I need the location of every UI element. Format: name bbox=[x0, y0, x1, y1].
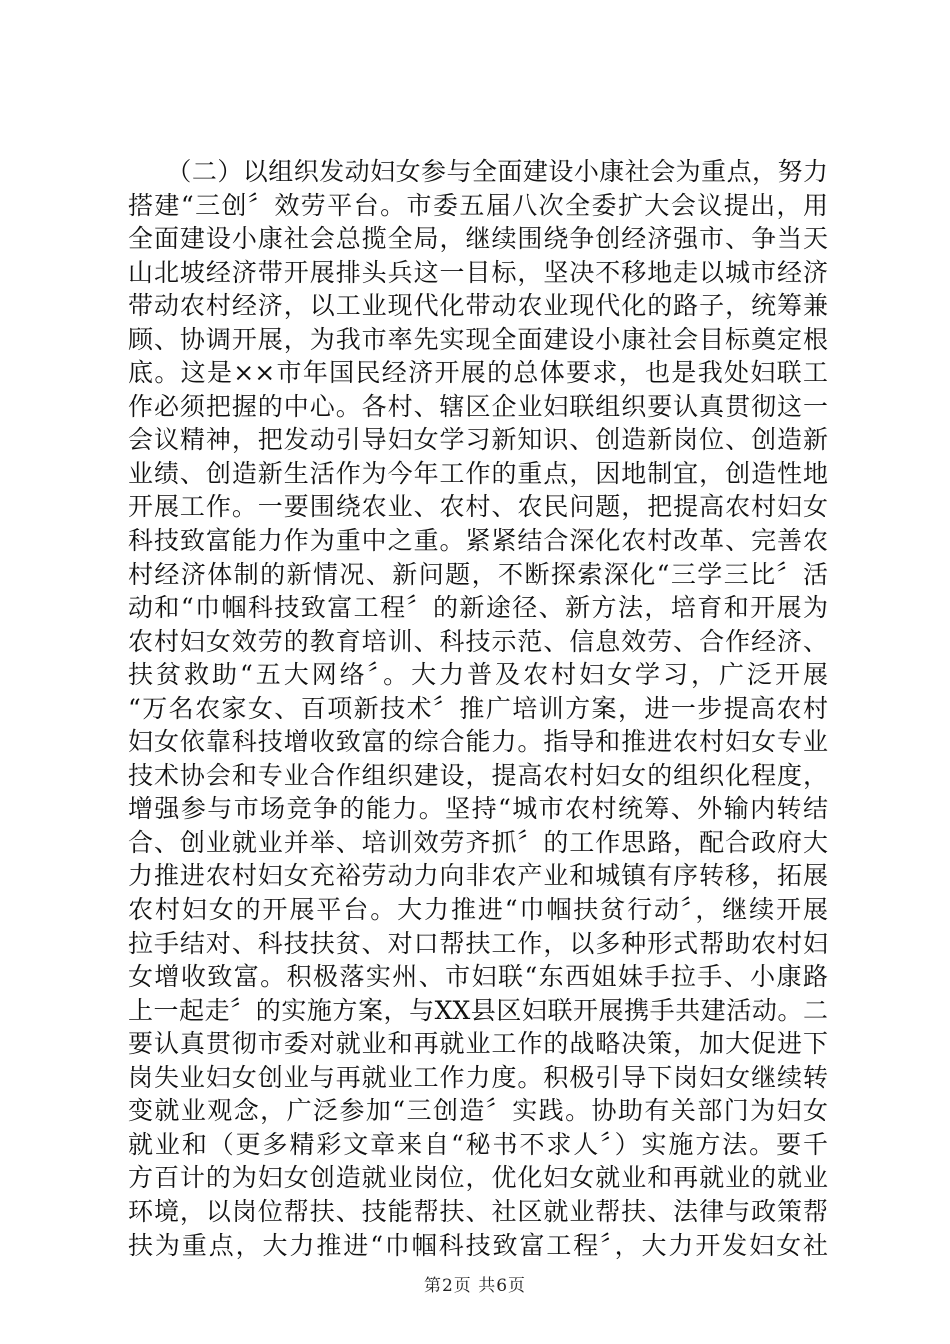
text-line: 会议精神，把发动引导妇女学习新知识、创造新岗位、创造新 bbox=[128, 425, 828, 455]
text-line: 力推进农村妇女充裕劳动力向非农产业和城镇有序转移，拓展 bbox=[128, 861, 828, 891]
text-line: 增强参与市场竞争的能力。坚持“城市农村统筹、外输内转结 bbox=[128, 794, 828, 824]
text-line: 山北坡经济带开展排头兵这一目标，坚决不移地走以城市经济 bbox=[128, 257, 828, 287]
text-line: 技术协会和专业合作组织建设，提高农村妇女的组织化程度， bbox=[128, 760, 828, 790]
text-line: 要认真贯彻市委对就业和再就业工作的战略决策，加大促进下 bbox=[128, 1029, 828, 1059]
text-line: 开展工作。一要围绕农业、农村、农民问题，把提高农村妇女 bbox=[128, 492, 828, 522]
text-line: 带动农村经济，以工业现代化带动农业现代化的路子，统筹兼 bbox=[128, 291, 828, 321]
text-line: “万名农家女、百项新技术〞推广培训方案，进一步提高农村 bbox=[128, 693, 828, 723]
text-line: 妇女依靠科技增收致富的综合能力。指导和推进农村妇女专业 bbox=[128, 727, 828, 757]
text-line: 岗失业妇女创业与再就业工作力度。积极引导下岗妇女继续转 bbox=[128, 1062, 828, 1092]
text-line: 合、创业就业并举、培训效劳齐抓〞的工作思路，配合政府大 bbox=[128, 827, 828, 857]
text-line: 就业和（更多精彩文章来自“秘书不求人〞）实施方法。要千 bbox=[128, 1129, 828, 1159]
text-line: 搭建“三创〞效劳平台。市委五届八次全委扩大会议提出，用 bbox=[128, 190, 828, 220]
text-line: 业绩、创造新生活作为今年工作的重点，因地制宜，创造性地 bbox=[128, 458, 828, 488]
text-line: 变就业观念，广泛参加“三创造〞实践。协助有关部门为妇女 bbox=[128, 1096, 828, 1126]
text-line: 女增收致富。积极落实州、市妇联“东西姐妹手拉手、小康路 bbox=[128, 962, 828, 992]
text-line: 全面建设小康社会总揽全局，继续围绕争创经济强市、争当天 bbox=[128, 224, 828, 254]
text-line: 上一起走〞的实施方案，与XX县区妇联开展携手共建活动。二 bbox=[128, 995, 828, 1025]
text-line: 科技致富能力作为重中之重。紧紧结合深化农村改革、完善农 bbox=[128, 526, 828, 556]
text-line: 农村妇女效劳的教育培训、科技示范、信息效劳、合作经济、 bbox=[128, 626, 828, 656]
text-line: 动和“巾帼科技致富工程〞的新途径、新方法，培育和开展为 bbox=[128, 593, 828, 623]
text-line: 顾、协调开展，为我市率先实现全面建设小康社会目标奠定根 bbox=[128, 324, 828, 354]
text-line: 拉手结对、科技扶贫、对口帮扶工作，以多种形式帮助农村妇 bbox=[128, 928, 828, 958]
body-paragraph bbox=[128, 155, 828, 1262]
text-line: 农村妇女的开展平台。大力推进“巾帼扶贫行动〞，继续开展 bbox=[128, 895, 828, 925]
text-line: （二）以组织发动妇女参与全面建设小康社会为重点，努力 bbox=[128, 157, 828, 186]
page-number: 第2页 共6页 bbox=[423, 1276, 527, 1296]
text-line: 作必须把握的中心。各村、辖区企业妇联组织要认真贯彻这一 bbox=[128, 391, 828, 421]
text-line: 扶贫救助“五大网络〞。大力普及农村妇女学习，广泛开展 bbox=[128, 660, 828, 690]
text-line: 方百计的为妇女创造就业岗位，优化妇女就业和再就业的就业 bbox=[128, 1163, 828, 1193]
text-line: 环境，以岗位帮扶、技能帮扶、社区就业帮扶、法律与政策帮 bbox=[128, 1196, 828, 1226]
text-line: 扶为重点，大力推进“巾帼科技致富工程〞，大力开发妇女社 bbox=[128, 1230, 828, 1260]
page-footer bbox=[0, 1271, 950, 1296]
text-line: 底。这是××市年国民经济开展的总体要求，也是我处妇联工 bbox=[128, 358, 828, 388]
text-line: 村经济体制的新情况、新问题，不断探索深化“三学三比〞活 bbox=[128, 559, 828, 589]
